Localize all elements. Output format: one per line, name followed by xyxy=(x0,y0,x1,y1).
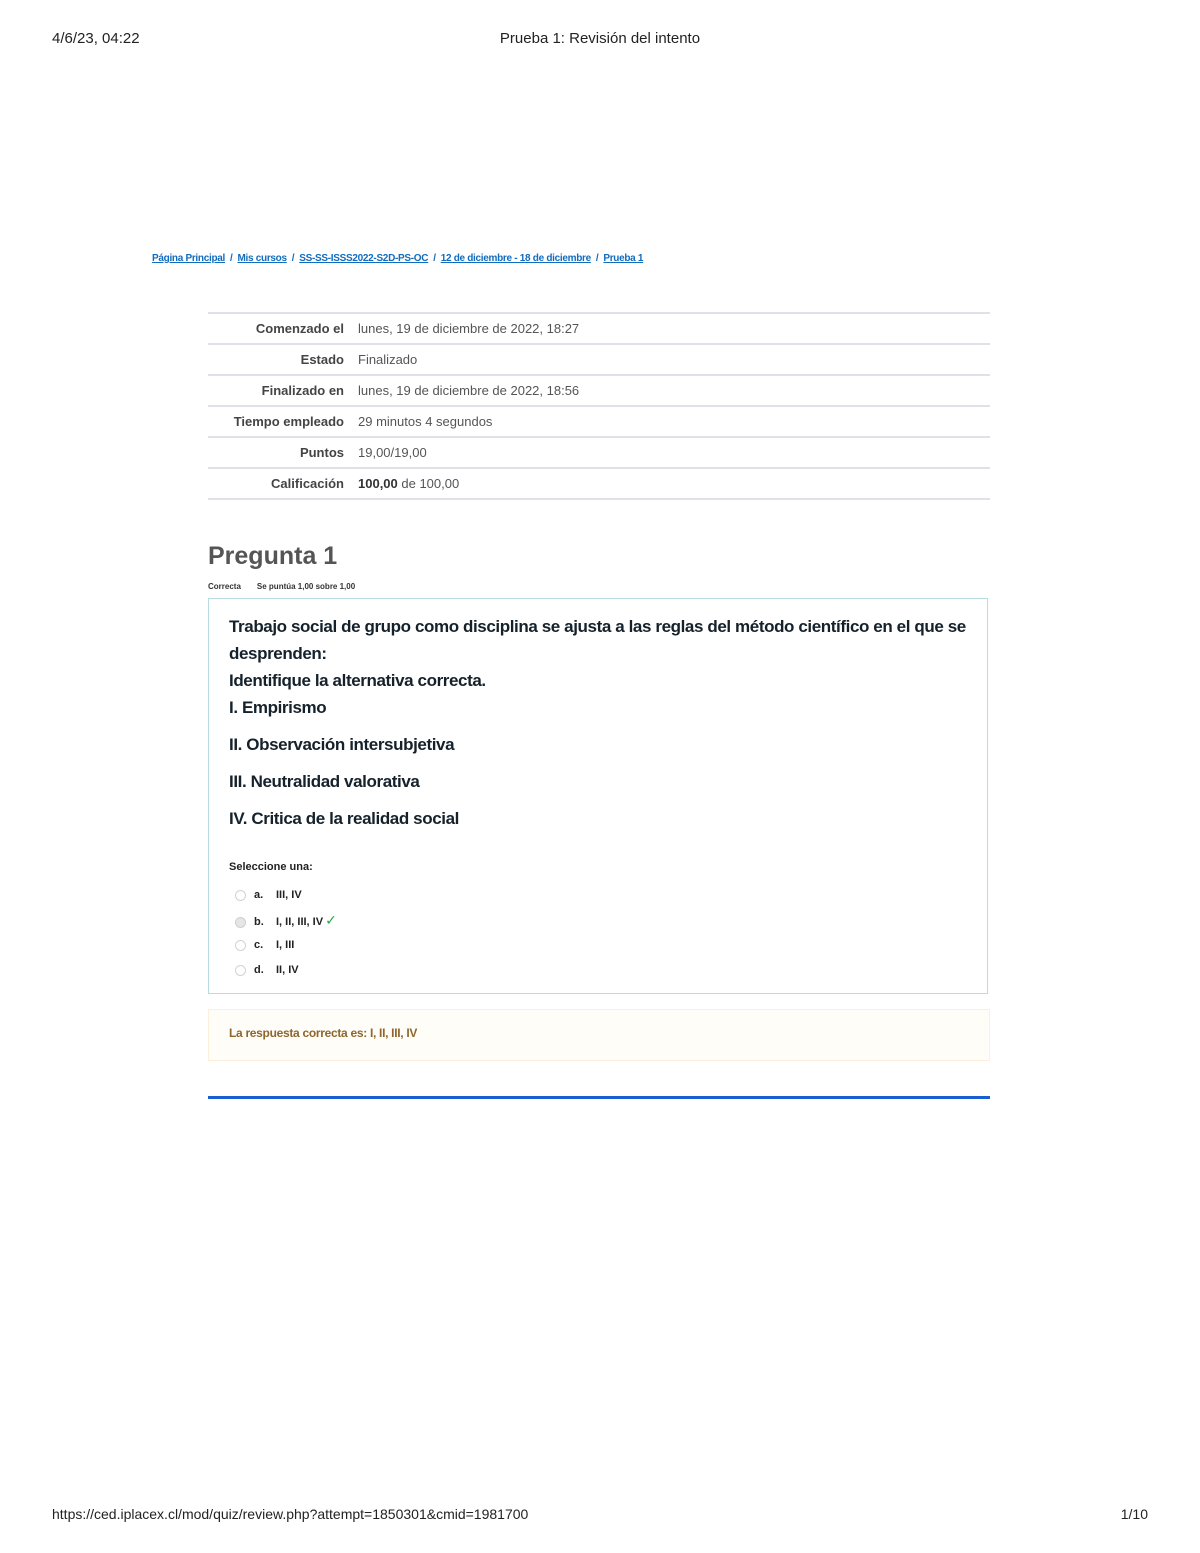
summary-label: Tiempo empleado xyxy=(233,414,344,429)
summary-label: Calificación xyxy=(271,476,344,491)
print-page-number: 1/10 xyxy=(1120,1506,1148,1522)
breadcrumb-quiz[interactable]: Prueba 1 xyxy=(603,253,644,264)
attempt-summary-table xyxy=(208,312,990,500)
summary-row-started xyxy=(208,313,990,344)
breadcrumb-week[interactable]: 12 de diciembre - 18 de diciembre xyxy=(440,253,591,264)
option-letter: d. xyxy=(254,964,264,976)
summary-value: lunes, 19 de diciembre de 2022, 18:27 xyxy=(358,321,580,336)
grade-score: 100,00 xyxy=(358,476,398,491)
radio-button-selected[interactable] xyxy=(235,917,246,928)
breadcrumb-separator: / xyxy=(291,253,295,264)
summary-row-grade xyxy=(208,468,990,499)
question-text xyxy=(229,613,969,842)
print-footer xyxy=(52,1506,1148,1526)
question-prompt: Trabajo social de grupo como disciplina se ajusta a las reglas del método científico en el que se desprenden: xyxy=(229,617,966,663)
breadcrumb-home[interactable]: Página Principal xyxy=(152,253,226,264)
summary-value xyxy=(358,468,990,499)
summary-label: Comenzado el xyxy=(255,321,344,336)
question-info xyxy=(208,582,355,591)
breadcrumb-separator: / xyxy=(595,253,599,264)
print-header xyxy=(52,30,1148,50)
option-letter: c. xyxy=(254,939,264,951)
summary-row-finished xyxy=(208,375,990,406)
summary-value: 29 minutos 4 segundos xyxy=(358,414,493,429)
radio-button[interactable] xyxy=(235,890,246,901)
summary-row-marks xyxy=(208,437,990,468)
question-item: IV. Critica de la realidad social xyxy=(229,809,459,828)
question-item: I. Empirismo xyxy=(229,698,327,717)
breadcrumb-course[interactable]: SS-SS-ISSS2022-S2D-PS-OC xyxy=(299,253,429,264)
summary-label: Puntos xyxy=(299,445,344,460)
checkmark-icon: ✓ xyxy=(325,912,337,928)
answer-option-a[interactable] xyxy=(235,885,337,910)
option-text: I, II, III, IV xyxy=(276,916,324,928)
question-status: Correcta xyxy=(208,582,241,591)
feedback-text: La respuesta correcta es: I, II, III, IV xyxy=(229,1026,418,1040)
question-content-box xyxy=(208,598,988,994)
question-instruction: Identifique la alternativa correcta. xyxy=(229,671,486,690)
correct-answer-feedback xyxy=(208,1009,990,1061)
option-text: II, IV xyxy=(276,964,299,976)
summary-value: 19,00/19,00 xyxy=(358,445,427,460)
breadcrumb-my-courses[interactable]: Mis cursos xyxy=(237,253,287,264)
section-divider xyxy=(208,1096,990,1099)
question-title: Pregunta 1 xyxy=(208,542,338,570)
print-url: https://ced.iplacex.cl/mod/quiz/review.php?attempt=1850301&cmid=1981700 xyxy=(52,1506,529,1522)
print-datetime: 4/6/23, 04:22 xyxy=(52,30,140,47)
answer-options xyxy=(235,885,337,985)
summary-row-state xyxy=(208,344,990,375)
radio-button[interactable] xyxy=(235,965,246,976)
summary-row-time-taken xyxy=(208,406,990,437)
option-text: III, IV xyxy=(276,889,302,901)
option-letter: b. xyxy=(254,916,264,928)
answer-option-b[interactable] xyxy=(235,910,337,935)
question-points: Se puntúa 1,00 sobre 1,00 xyxy=(256,582,356,591)
breadcrumb xyxy=(152,253,643,264)
question-item: II. Observación intersubjetiva xyxy=(229,735,455,754)
breadcrumb-separator: / xyxy=(230,253,233,264)
question-item: III. Neutralidad valorativa xyxy=(229,772,420,791)
breadcrumb-separator: / xyxy=(433,253,436,264)
radio-button[interactable] xyxy=(235,940,246,951)
summary-label: Estado xyxy=(300,352,344,367)
answer-option-c[interactable] xyxy=(235,935,337,960)
question-items xyxy=(229,694,969,832)
select-one-label: Seleccione una: xyxy=(229,861,313,873)
print-page-title: Prueba 1: Revisión del intento xyxy=(499,30,701,47)
summary-value: Finalizado xyxy=(358,352,418,367)
answer-option-d[interactable] xyxy=(235,960,337,985)
grade-suffix: de 100,00 xyxy=(397,476,460,491)
summary-label: Finalizado en xyxy=(261,383,344,398)
summary-value: lunes, 19 de diciembre de 2022, 18:56 xyxy=(358,383,580,398)
option-letter: a. xyxy=(254,889,264,901)
option-text: I, III xyxy=(276,939,295,951)
